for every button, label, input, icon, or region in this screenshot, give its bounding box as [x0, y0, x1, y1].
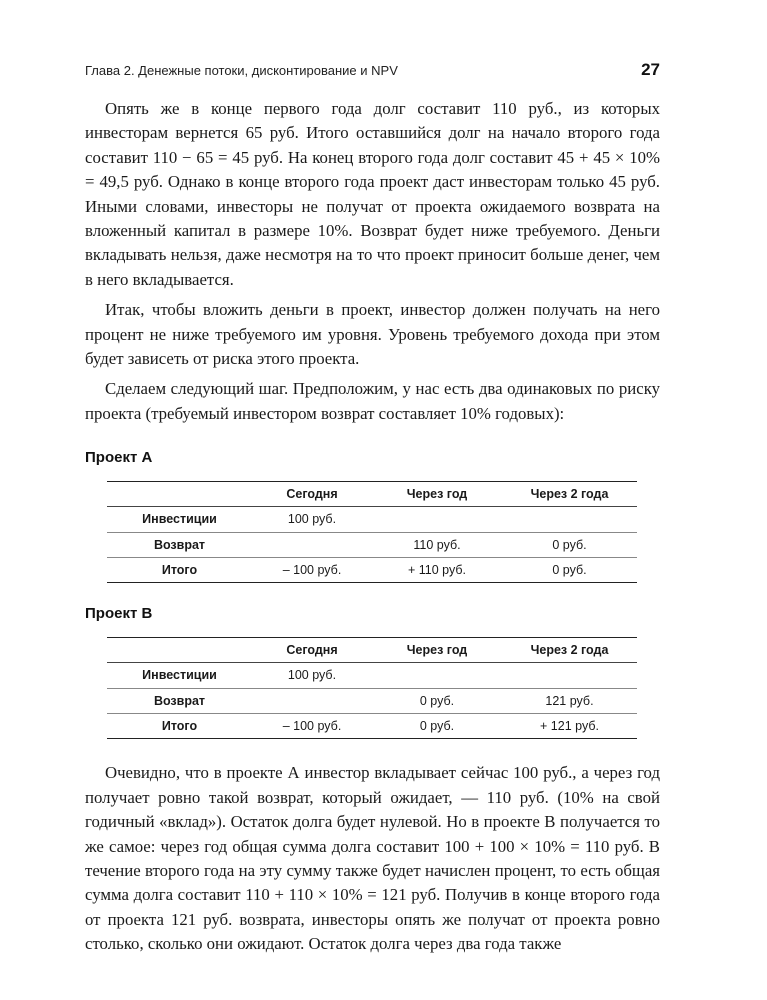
table-cell: 100 руб.: [252, 663, 372, 688]
running-header: [85, 60, 660, 80]
row-label: Инвестиции: [107, 663, 252, 688]
column-header: [107, 481, 252, 506]
paragraph-4: Очевидно, что в проекте А инвестор вкладывает сейчас 100 руб., а через год получает ровно такой возврат, который ожидает, — 110 руб. (10% на свой годичный «вклад»). Остаток долга будет нулевой. Но в проекте В получается то же самое: через год общая сумма долга составит 100 + 100 × 10% = 110 руб. В течение второго года на эту сумму также будет начислен процент, то есть общая сумма долга составит 110 + 110 × 10% = 121 руб. Получив в конце второго года от проекта 121 руб. возврата, инвесторы опять же получат от проекта ровно столько, сколько они ожидают. Остаток долга через два года также: [85, 763, 660, 954]
project-b-table: [107, 637, 637, 740]
table-cell: [252, 688, 372, 713]
column-header: Через год: [372, 637, 502, 662]
row-label: Возврат: [107, 688, 252, 713]
table-cell: 121 руб.: [502, 688, 637, 713]
table-row: [107, 507, 637, 532]
project-a-table: [107, 481, 637, 584]
table-cell: 100 руб.: [252, 507, 372, 532]
table-cell: [372, 663, 502, 688]
project-a-title: Проект А: [85, 449, 153, 467]
column-header: [107, 637, 252, 662]
table-cell: 110 руб.: [372, 532, 502, 557]
table-cell: [372, 507, 502, 532]
table-row: [107, 532, 637, 557]
table-cell: 0 руб.: [502, 532, 637, 557]
table-cell: + 110 руб.: [372, 557, 502, 582]
table-header-row: [107, 481, 637, 506]
table-row: [107, 688, 637, 713]
paragraph-1: Опять же в конце первого года долг составит 110 руб., из которых инвесторам вернется 65 руб. Итого оставшийся долг на начало второго года составит 110 − 65 = 45 руб. На конец второго года долг составит 45 + 45 × 10% = 49,5 руб. Однако в конце второго года проект даст инвесторам только 45 руб. Иными словами, инвесторы не получат от проекта ожидаемого возврата на вложенный капитал в размере 10%. Возврат будет ниже требуемого. Деньги вкладывать нельзя, даже несмотря на то что проект приносит больше денег, чем в него вкладывается.: [85, 99, 660, 289]
table-row: [107, 713, 637, 738]
table-cell: – 100 руб.: [252, 557, 372, 582]
column-header: Через год: [372, 481, 502, 506]
row-label: Инвестиции: [107, 507, 252, 532]
column-header: Через 2 года: [502, 481, 637, 506]
row-label: Возврат: [107, 532, 252, 557]
project-b-title: Проект В: [85, 605, 153, 623]
table-cell: [252, 532, 372, 557]
paragraph-3: Сделаем следующий шаг. Предположим, у нас есть два одинаковых по риску проекта (требуемый инвестором возврат составляет 10% годовых):: [85, 379, 660, 423]
column-header: Через 2 года: [502, 637, 637, 662]
page-body: [85, 97, 660, 963]
column-header: Сегодня: [252, 637, 372, 662]
page-number: 27: [641, 60, 660, 79]
table-cell: [502, 507, 637, 532]
chapter-title: Глава 2. Денежные потоки, дисконтирование и NPV: [85, 63, 398, 78]
table-cell: + 121 руб.: [502, 713, 637, 738]
column-header: Сегодня: [252, 481, 372, 506]
table-row: [107, 663, 637, 688]
table-cell: 0 руб.: [372, 688, 502, 713]
row-label: Итого: [107, 557, 252, 582]
paragraph-2: Итак, чтобы вложить деньги в проект, инвестор должен получать на него процент не ниже требуемого им уровня. Уровень требуемого дохода при этом будет зависеть от риска этого проекта.: [85, 300, 660, 369]
row-label: Итого: [107, 713, 252, 738]
table-cell: [502, 663, 637, 688]
table-cell: 0 руб.: [502, 557, 637, 582]
table-cell: – 100 руб.: [252, 713, 372, 738]
table-cell: 0 руб.: [372, 713, 502, 738]
table-header-row: [107, 637, 637, 662]
table-row: [107, 557, 637, 582]
